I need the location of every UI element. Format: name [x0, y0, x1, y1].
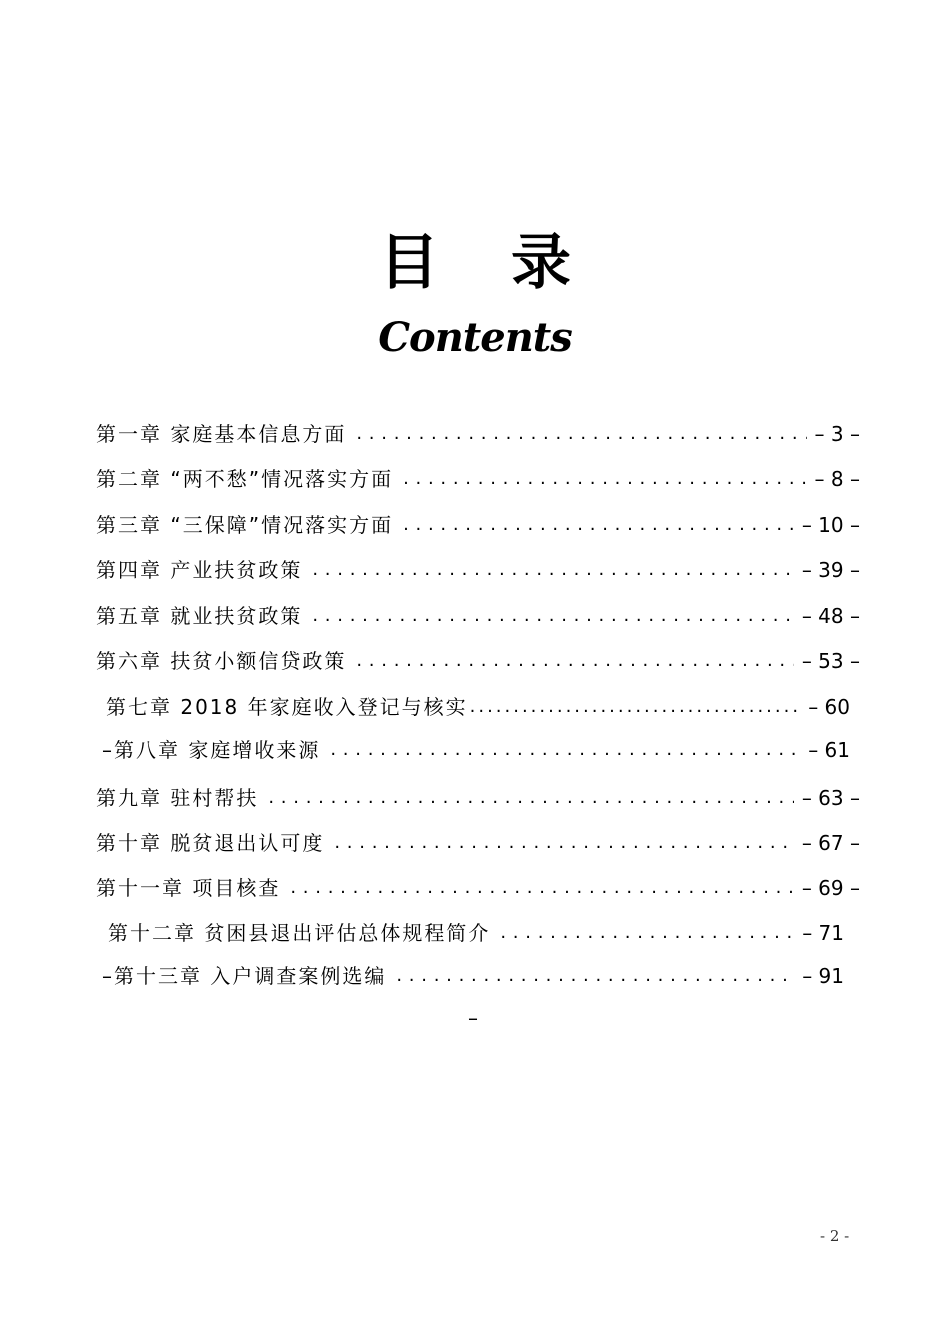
toc-entry-page: – 48 –: [801, 604, 860, 628]
toc-entry-page: – 8 –: [814, 467, 860, 491]
toc-entry-label: 第十二章 贫困县退出评估总体规程简介: [108, 921, 491, 945]
toc-entry-10[interactable]: [96, 828, 860, 858]
toc-entry-page: – 3 –: [814, 422, 860, 446]
toc-entry-label: 第九章 驻村帮扶: [96, 786, 259, 810]
toc-entry-6[interactable]: [96, 646, 860, 676]
toc-entry-page: – 53 –: [801, 649, 860, 673]
toc-entry-label: 第一章 家庭基本信息方面: [96, 422, 347, 446]
toc-entry-label: 第五章 就业扶贫政策: [96, 604, 303, 628]
toc-entry-page: – 69 –: [801, 876, 860, 900]
page-number: - 2 -: [820, 1227, 850, 1245]
toc-entry-page: – 61: [808, 738, 850, 762]
toc-entry-label: 第四章 产业扶贫政策: [96, 558, 303, 582]
toc-entry-page: – 67 –: [801, 831, 860, 855]
toc-entry-label: 第十一章 项目核查: [96, 876, 281, 900]
toc-leader-dots: [356, 646, 793, 676]
toc-entry-7[interactable]: [106, 692, 850, 722]
toc-entry-1[interactable]: [96, 419, 860, 449]
toc-entry-2[interactable]: [96, 464, 860, 494]
toc-entry-page: – 91: [802, 964, 844, 988]
toc-leader-dots: [396, 961, 794, 991]
toc-leader-dots: [334, 828, 793, 858]
toc-leader-dots: [330, 735, 800, 765]
toc-entry-label: –第八章 家庭增收来源: [102, 738, 321, 762]
toc-entry-5[interactable]: [96, 601, 860, 631]
toc-leader-dots: [500, 918, 794, 948]
toc-entry-label: 第六章 扶贫小额信贷政策: [96, 649, 347, 673]
toc-entry-11[interactable]: [96, 873, 860, 903]
toc-leader-dots: [470, 692, 801, 722]
stray-dash: –: [468, 1006, 478, 1030]
toc-leader-dots: [312, 601, 793, 631]
toc-leader-dots: [268, 783, 793, 813]
toc-entry-8[interactable]: [102, 735, 850, 765]
toc-entry-page: – 60: [808, 695, 850, 719]
toc-entry-13[interactable]: [102, 961, 844, 991]
toc-entry-label: 第三章 “三保障”情况落实方面: [96, 513, 394, 537]
toc-leader-dots: [356, 419, 806, 449]
toc-entry-label: 第十章 脱贫退出认可度: [96, 831, 325, 855]
toc-entry-9[interactable]: [96, 783, 860, 813]
toc-entry-4[interactable]: [96, 555, 860, 585]
toc-entry-page: – 39 –: [801, 558, 860, 582]
toc-entry-label: 第七章 2018 年家庭收入登记与核实: [106, 695, 468, 719]
toc-entry-3[interactable]: [96, 510, 860, 540]
toc-entry-12[interactable]: [108, 918, 844, 948]
toc-leader-dots: [403, 464, 806, 494]
toc-leader-dots: [290, 873, 793, 903]
page-subtitle: Contents: [378, 314, 572, 361]
toc-entry-page: – 10 –: [801, 513, 860, 537]
toc-entry-page: – 63 –: [801, 786, 860, 810]
toc-leader-dots: [312, 555, 793, 585]
toc-entry-label: 第二章 “两不愁”情况落实方面: [96, 467, 394, 491]
page-title: 目录: [379, 228, 643, 298]
toc-entry-page: – 71: [802, 921, 844, 945]
toc-leader-dots: [403, 510, 794, 540]
toc-entry-label: –第十三章 入户调查案例选编: [102, 964, 387, 988]
